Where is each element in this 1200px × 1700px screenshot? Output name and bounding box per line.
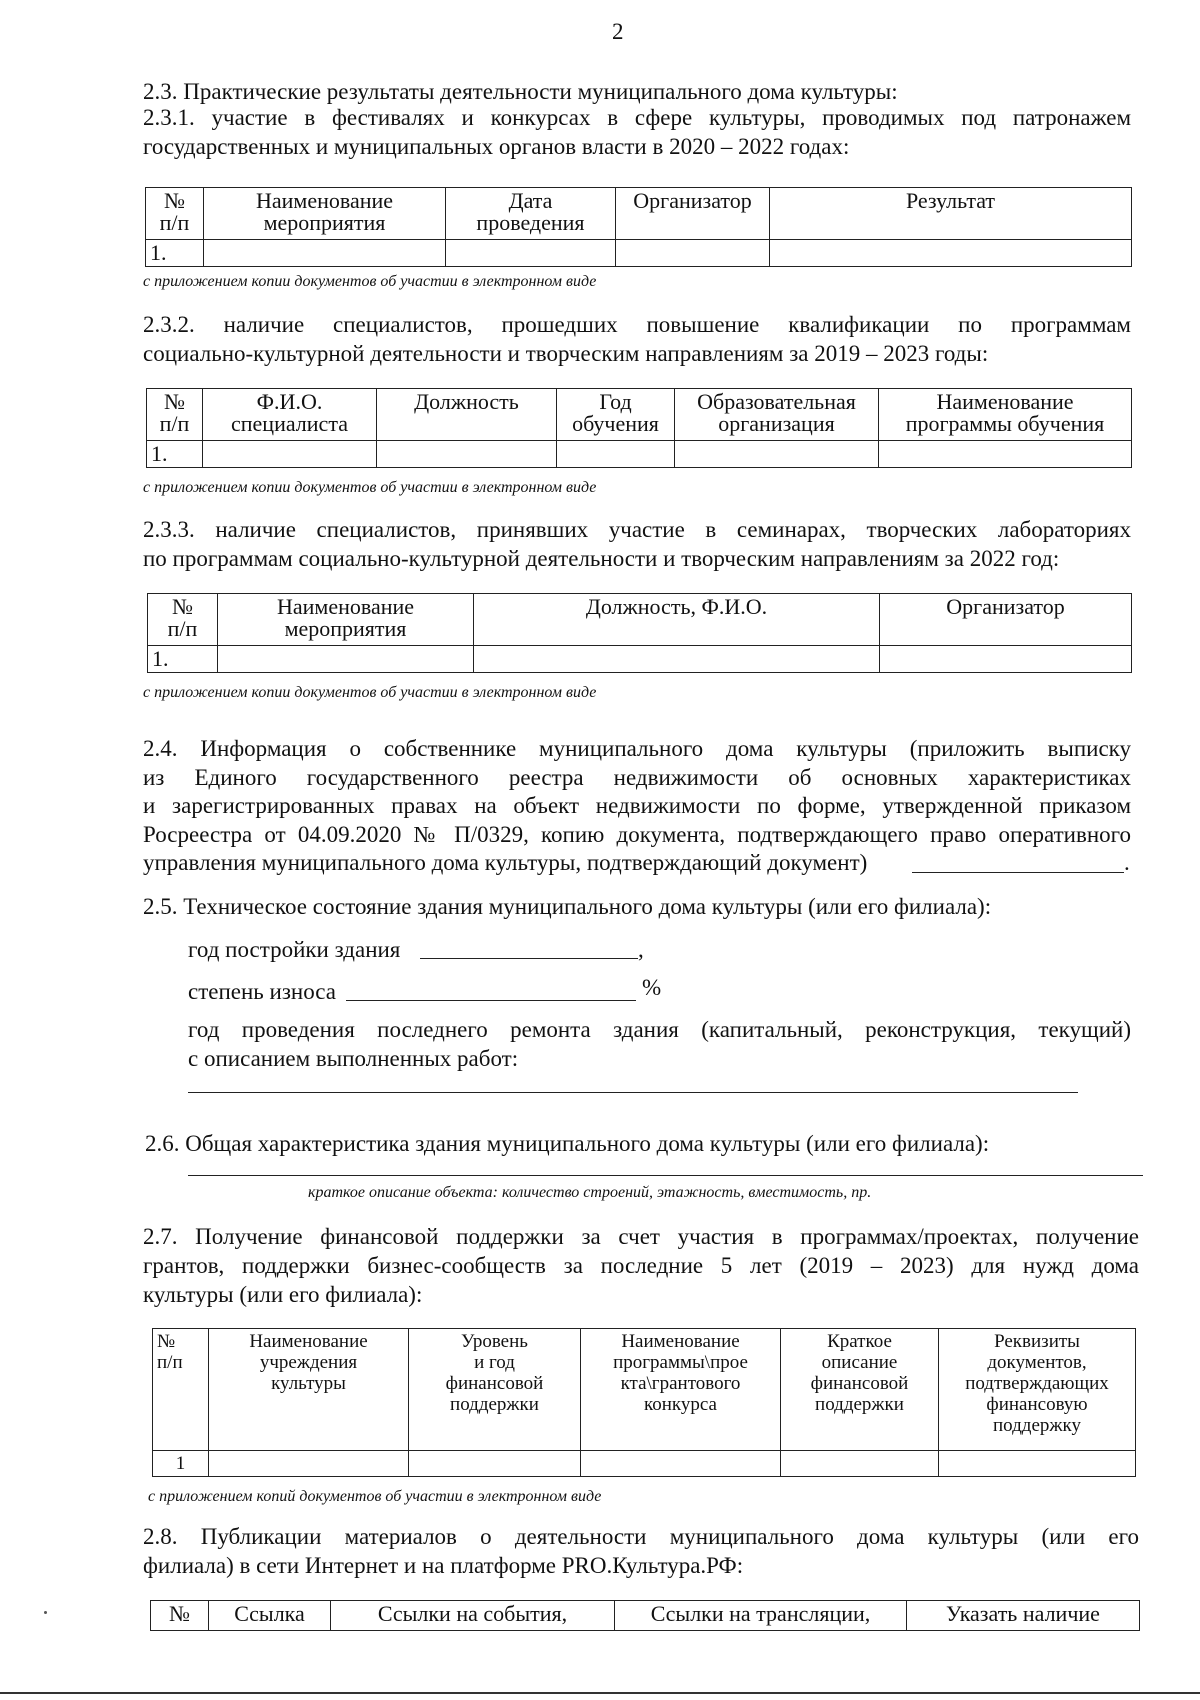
header-cell-date: Дата проведения: [446, 188, 616, 240]
section-2-3-3-line1: 2.3.3. наличие специалистов, принявших участие в семинарах, творческих лабораториях: [143, 517, 1131, 542]
financial-support-table: [152, 1328, 1136, 1477]
section-2-3-1-line1: 2.3.1. участие в фестивалях и конкурсах в сфере культуры, проводимых под патронажем: [143, 105, 1131, 130]
header-cell-number: № п/п: [147, 389, 203, 441]
building-description-input-line[interactable]: [188, 1175, 1143, 1176]
empty-cell[interactable]: [879, 441, 1132, 468]
table-header-row: [147, 389, 1132, 441]
empty-cell[interactable]: [616, 240, 770, 267]
header-cell-availability: Указать наличие: [907, 1601, 1140, 1631]
page-number: 2: [612, 19, 624, 44]
header-cell-event-name: Наименование мероприятия: [204, 188, 446, 240]
qualification-table: [146, 388, 1132, 468]
header-cell-fio: Ф.И.О. специалиста: [203, 389, 377, 441]
comma: ,: [638, 937, 644, 962]
empty-cell[interactable]: [209, 1451, 409, 1477]
section-2-3-heading: 2.3. Практические результаты деятельности муниципального дома культуры:: [143, 79, 898, 104]
publications-table: [150, 1600, 1140, 1631]
section-2-3-1-line2: государственных и муниципальных органов власти в 2020 – 2022 годах:: [143, 134, 850, 159]
section-2-3-3-line2: по программам социально-культурной деятельности и творческим направлениям за 2022 год:: [143, 546, 1060, 571]
empty-cell[interactable]: [675, 441, 879, 468]
table-header-row: [153, 1329, 1136, 1451]
seminars-table: [147, 593, 1132, 673]
section-2-5-heading: 2.5. Техническое состояние здания муниципального дома культуры (или его филиала):: [143, 894, 992, 919]
empty-cell[interactable]: [781, 1451, 939, 1477]
table-row: [147, 441, 1132, 468]
empty-cell[interactable]: [203, 441, 377, 468]
section-2-7-line1: 2.7. Получение финансовой поддержки за счет участия в программах/проектах, получение: [143, 1224, 1139, 1249]
header-cell-event-links: Ссылки на события,: [331, 1601, 615, 1631]
section-2-8-line1: 2.8. Публикации материалов о деятельности муниципального дома культуры (или его: [143, 1524, 1139, 1549]
header-cell-organizer: Организатор: [616, 188, 770, 240]
empty-cell[interactable]: [409, 1451, 581, 1477]
section-2-4-line5: управления муниципального дома культуры, подтверждающий документ): [143, 850, 868, 875]
page-bottom-edge: [0, 1692, 1200, 1694]
header-cell-position: Должность: [377, 389, 557, 441]
header-cell-year: Год обучения: [557, 389, 675, 441]
repair-line2: с описанием выполненных работ:: [188, 1046, 519, 1071]
repair-input-line[interactable]: [188, 1092, 1078, 1093]
empty-cell[interactable]: [770, 240, 1132, 267]
section-2-6-heading: 2.6. Общая характеристика здания муниципального дома культуры (или его филиала):: [145, 1131, 990, 1156]
row-number-cell: 1.: [148, 646, 218, 673]
repair-line1: год проведения последнего ремонта здания (капитальный, реконструкция, текущий): [188, 1017, 1131, 1042]
section-2-4-line3: и зарегистрированных правах на объект недвижимости по форме, утвержденной приказом: [143, 793, 1131, 818]
table-header-row: [146, 188, 1132, 240]
participation-table: [145, 187, 1132, 267]
header-cell-number: № п/п: [148, 594, 218, 646]
attachment-note: с приложением копии документов об участии в электронном виде: [143, 273, 597, 290]
period: .: [1124, 850, 1130, 875]
empty-cell[interactable]: [204, 240, 446, 267]
section-2-4-line4: Росреестра от 04.09.2020 № П/0329, копию документа, подтверждающего право оперативного: [143, 822, 1131, 847]
header-cell-number: №: [151, 1601, 209, 1631]
building-description-caption: краткое описание объекта: количество строений, этажность, вместимость, пр.: [308, 1184, 872, 1201]
section-2-4-line2: из Единого государственного реестра недвижимости об основных характеристиках: [143, 765, 1131, 790]
section-2-7-line3: культуры (или его филиала):: [143, 1282, 423, 1307]
table-row: [148, 646, 1132, 673]
empty-cell[interactable]: [474, 646, 880, 673]
header-cell-event-name: Наименование мероприятия: [218, 594, 474, 646]
empty-cell[interactable]: [939, 1451, 1136, 1477]
attachment-note: с приложением копии документов об участии в электронном виде: [143, 684, 597, 701]
empty-cell[interactable]: [446, 240, 616, 267]
header-cell-broadcast-links: Ссылки на трансляции,: [615, 1601, 907, 1631]
header-cell-position-fio: Должность, Ф.И.О.: [474, 594, 880, 646]
scan-speck: [44, 1611, 47, 1614]
header-cell-link: Ссылка: [209, 1601, 331, 1631]
row-number-cell: 1: [153, 1451, 209, 1477]
empty-cell[interactable]: [557, 441, 675, 468]
empty-cell[interactable]: [581, 1451, 781, 1477]
header-cell-institution: Наименование учреждения культуры: [209, 1329, 409, 1451]
row-number-cell: 1.: [146, 240, 204, 267]
section-2-8-line2: филиала) в сети Интернет и на платформе PRO.Культура.РФ:: [143, 1553, 744, 1578]
header-cell-program-name: Наименование программы обучения: [879, 389, 1132, 441]
section-2-3-2-line1: 2.3.2. наличие специалистов, прошедших повышение квалификации по программам: [143, 312, 1131, 337]
header-cell-description: Краткое описание финансовой поддержки: [781, 1329, 939, 1451]
header-cell-result: Результат: [770, 188, 1132, 240]
header-cell-education-org: Образовательная организация: [675, 389, 879, 441]
empty-cell[interactable]: [377, 441, 557, 468]
header-cell-program-name: Наименование программы\прое кта\грантового конкурса: [581, 1329, 781, 1451]
table-header-row: [151, 1601, 1140, 1631]
section-2-3-2-line2: социально-культурной деятельности и творческим направлениям за 2019 – 2023 годы:: [143, 341, 989, 366]
empty-cell[interactable]: [218, 646, 474, 673]
empty-cell[interactable]: [880, 646, 1132, 673]
year-built-input-line[interactable]: [420, 958, 638, 959]
row-number-cell: 1.: [147, 441, 203, 468]
owner-document-input-line[interactable]: [912, 872, 1124, 873]
attachment-note: с приложением копий документов об участии в электронном виде: [148, 1488, 602, 1505]
attachment-note: с приложением копии документов об участии в электронном виде: [143, 479, 597, 496]
section-2-4-line1: 2.4. Информация о собственнике муниципального дома культуры (приложить выписку: [143, 736, 1131, 761]
wear-input-line[interactable]: [346, 1000, 636, 1001]
header-cell-organizer: Организатор: [880, 594, 1132, 646]
table-header-row: [148, 594, 1132, 646]
header-cell-documents: Реквизиты документов, подтверждающих финансовую поддержку: [939, 1329, 1136, 1451]
year-built-label: год постройки здания: [188, 937, 401, 962]
wear-label: степень износа: [188, 979, 337, 1004]
wear-unit: %: [642, 975, 662, 1000]
section-2-7-line2: грантов, поддержки бизнес-сообществ за последние 5 лет (2019 – 2023) для нужд дома: [143, 1253, 1139, 1278]
table-row: [153, 1451, 1136, 1477]
header-cell-number: № п/п: [146, 188, 204, 240]
header-cell-number: № п/п: [153, 1329, 209, 1451]
table-row: [146, 240, 1132, 267]
header-cell-support-level: Уровень и год финансовой поддержки: [409, 1329, 581, 1451]
